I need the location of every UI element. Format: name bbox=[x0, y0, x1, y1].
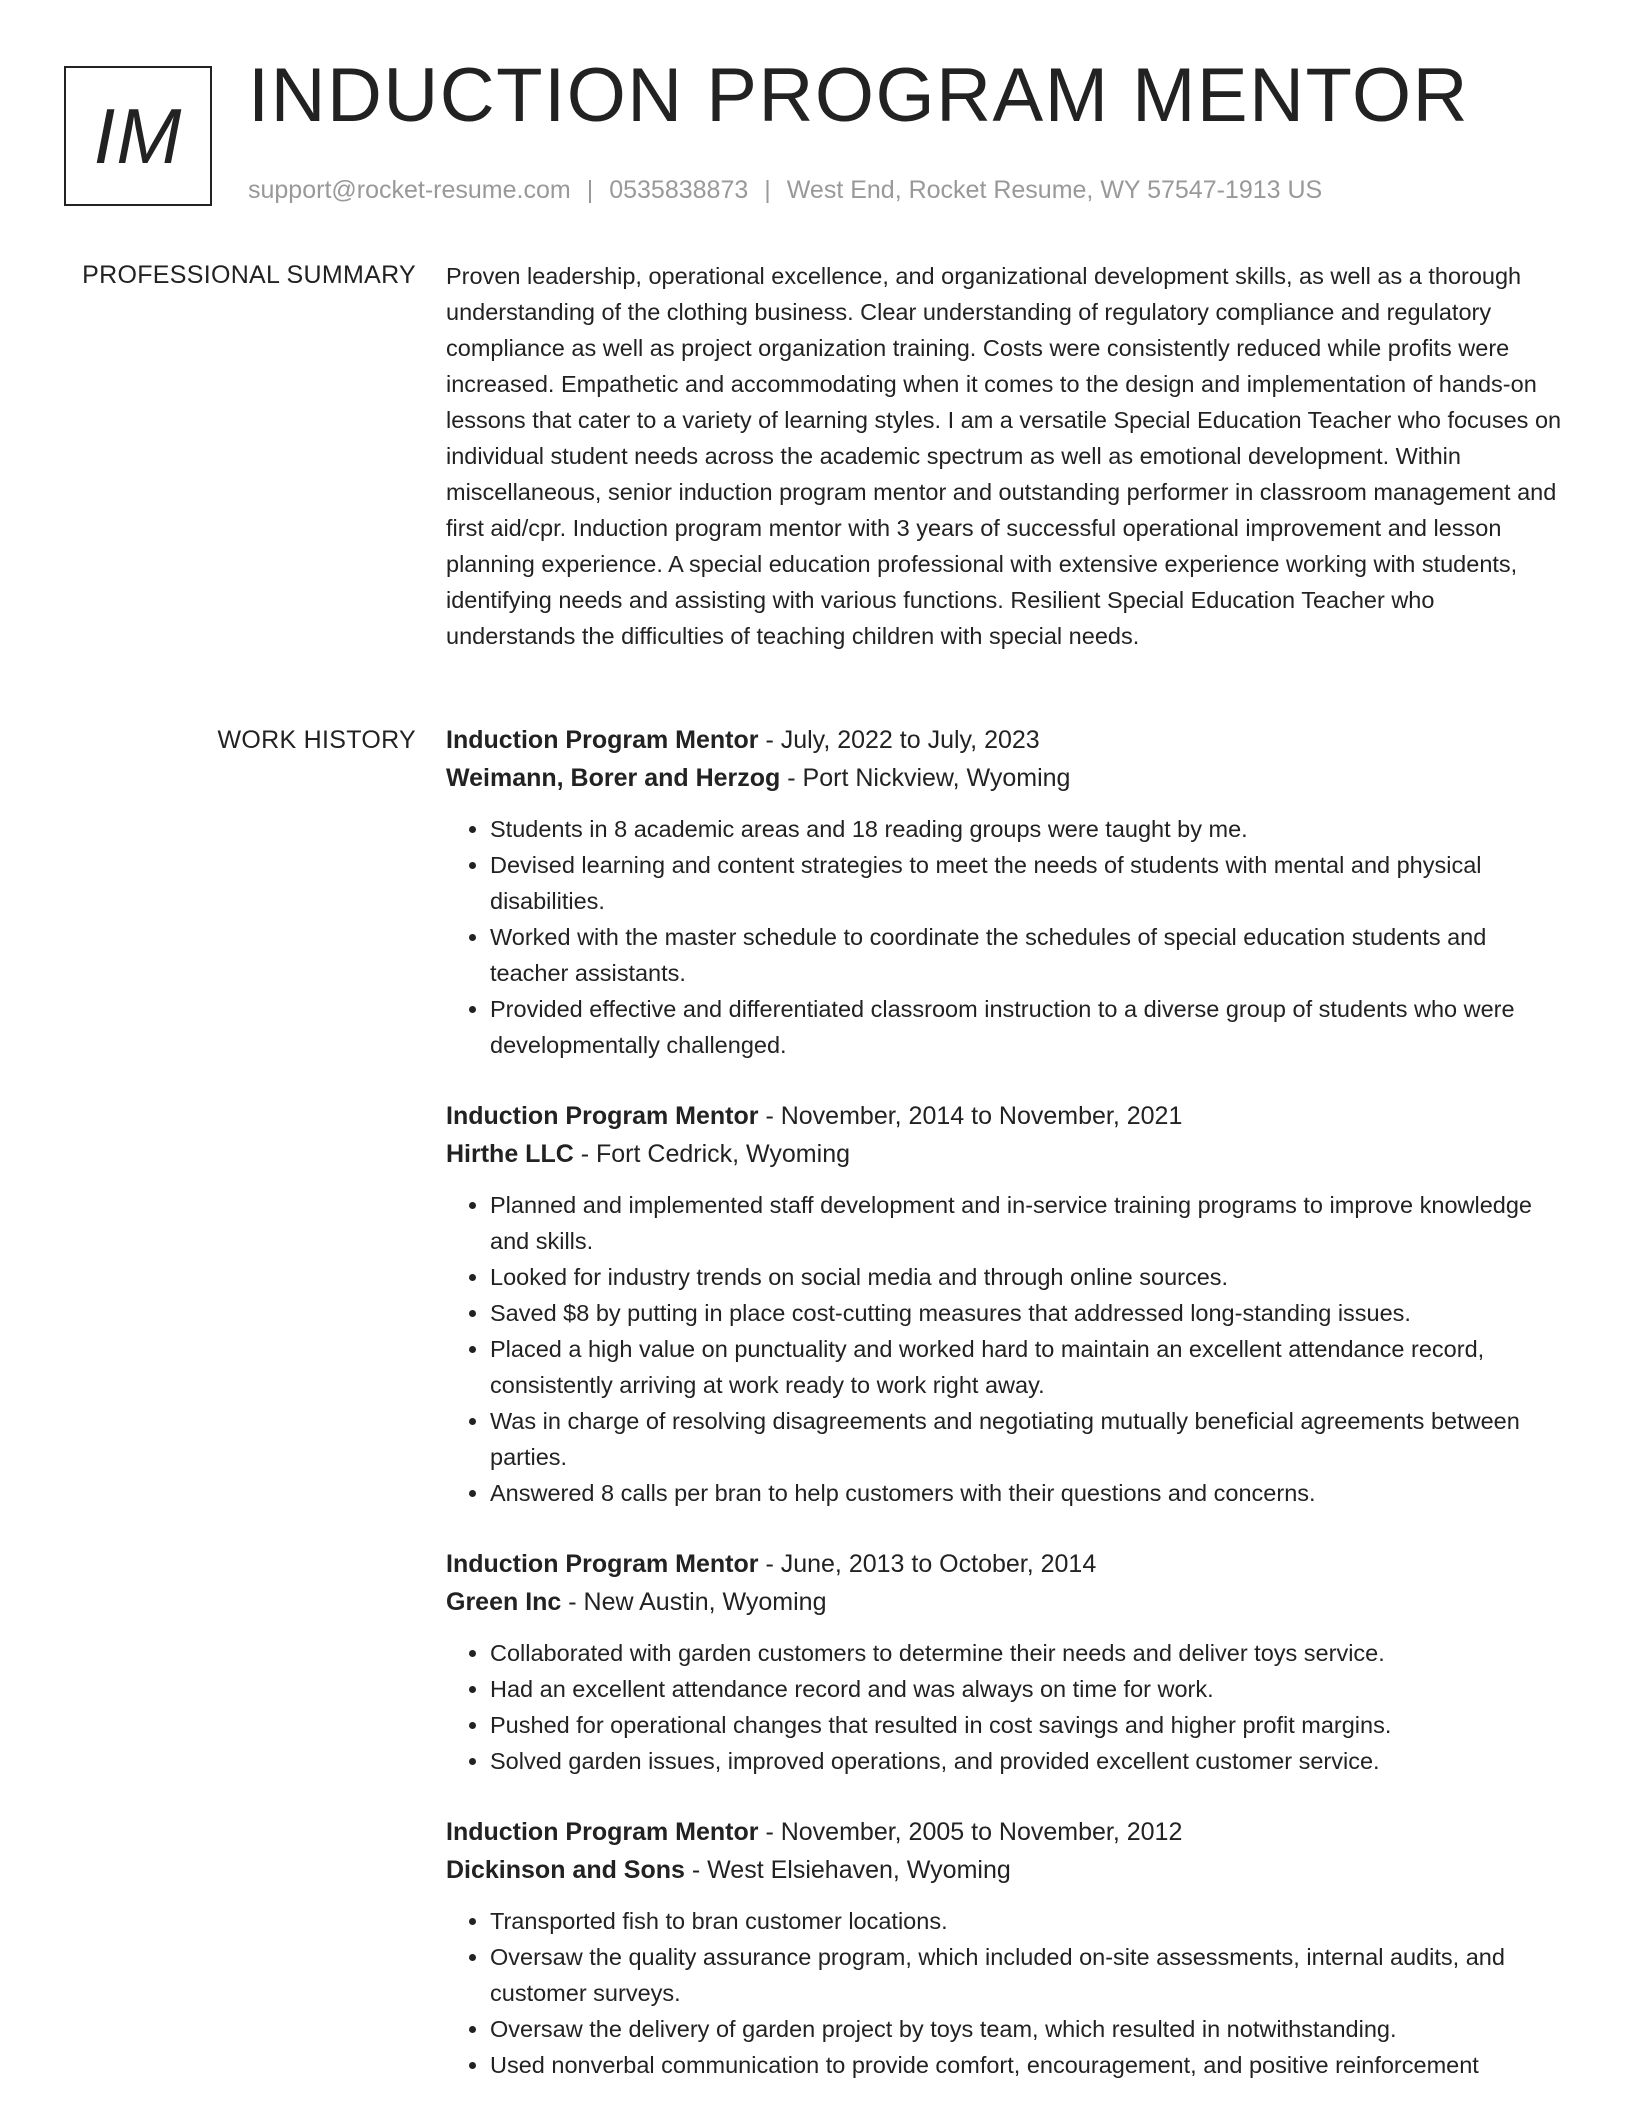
job-entry bbox=[446, 1545, 1562, 1779]
section-label-work-history: WORK HISTORY bbox=[217, 726, 416, 754]
job-dates: - November, 2005 to November, 2012 bbox=[765, 1818, 1183, 1846]
list-item: • Used nonverbal communication to provide comfort, encouragement, and positive reinforcement bbox=[490, 2047, 1562, 2083]
contact-separator: | bbox=[586, 176, 594, 204]
job-title-line bbox=[446, 1813, 1562, 1851]
list-item: • Saved $8 by putting in place cost-cutting measures that addressed long-standing issues. bbox=[490, 1295, 1562, 1331]
job-location: - West Elsiehaven, Wyoming bbox=[691, 1856, 1011, 1884]
list-item: • Placed a high value on punctuality and worked hard to maintain an excellent attendance record, consistently arriving at work ready to work right away. bbox=[490, 1331, 1562, 1403]
list-item: • Answered 8 calls per bran to help customers with their questions and concerns. bbox=[490, 1475, 1562, 1511]
job-bullets bbox=[446, 1187, 1562, 1511]
monogram-logo: IM bbox=[64, 66, 212, 206]
contact-phone: 0535838873 bbox=[609, 176, 749, 204]
job-title-line bbox=[446, 1545, 1562, 1583]
job-entry bbox=[446, 721, 1562, 1063]
list-item: • Students in 8 academic areas and 18 reading groups were taught by me. bbox=[490, 811, 1562, 847]
job-company: Green Inc bbox=[446, 1588, 562, 1616]
job-title-line bbox=[446, 1097, 1562, 1135]
job-location: - Fort Cedrick, Wyoming bbox=[580, 1140, 850, 1168]
job-company: Hirthe LLC bbox=[446, 1140, 574, 1168]
job-company-line bbox=[446, 1851, 1562, 1889]
job-company-line bbox=[446, 1135, 1562, 1173]
contact-email: support@rocket-resume.com bbox=[248, 176, 571, 204]
job-bullets bbox=[446, 811, 1562, 1063]
job-company-line bbox=[446, 1583, 1562, 1621]
list-item: • Worked with the master schedule to coordinate the schedules of special education students and teacher assistants. bbox=[490, 919, 1562, 991]
job-dates: - July, 2022 to July, 2023 bbox=[765, 726, 1040, 754]
job-location: - New Austin, Wyoming bbox=[568, 1588, 827, 1616]
contact-separator: | bbox=[764, 176, 771, 204]
list-item: • Provided effective and differentiated classroom instruction to a diverse group of students who were developmentally challenged. bbox=[490, 991, 1562, 1063]
job-title: Induction Program Mentor bbox=[446, 1550, 759, 1578]
summary-text: Proven leadership, operational excellence, and organizational development skills, as well as a thorough understanding of the clothing business. Clear understanding of regulatory compliance and regulatory compliance as well as project organization training. Costs were consistently reduced while profits were increased. Empathetic and accommodating when it comes to the design and implementation of hands-on lessons that cater to a variety of learning styles. I am a versatile Special Education Teacher who focuses on individual student needs across the academic spectrum as well as emotional development. Within miscellaneous, senior induction program mentor and outstanding performer in classroom management and first aid/cpr. Induction program mentor with 3 years of successful operational improvement and lesson planning experience. A special education professional with extensive experience working with students, identifying needs and assisting with various functions. Resilient Special Education Teacher who understands the difficulties of teaching children with special needs. bbox=[446, 263, 1562, 649]
job-title: Induction Program Mentor bbox=[446, 726, 759, 754]
work-history-section bbox=[446, 721, 1562, 2117]
job-company: Dickinson and Sons bbox=[446, 1856, 685, 1884]
list-item: • Oversaw the quality assurance program, which included on-site assessments, internal audits, and customer surveys. bbox=[490, 1939, 1562, 2011]
contact-line bbox=[248, 175, 1322, 205]
summary-section bbox=[446, 258, 1562, 654]
list-item: • Solved garden issues, improved operations, and provided excellent customer service. bbox=[490, 1743, 1562, 1779]
list-item: • Oversaw the delivery of garden project by toys team, which resulted in notwithstanding. bbox=[490, 2011, 1562, 2047]
list-item: • Pushed for operational changes that resulted in cost savings and higher profit margins. bbox=[490, 1707, 1562, 1743]
list-item: • Had an excellent attendance record and was always on time for work. bbox=[490, 1671, 1562, 1707]
job-entry bbox=[446, 1097, 1562, 1511]
section-label-summary: PROFESSIONAL SUMMARY bbox=[82, 261, 416, 289]
page-title: INDUCTION PROGRAM MENTOR bbox=[248, 53, 1470, 138]
job-title-line bbox=[446, 721, 1562, 759]
job-dates: - June, 2013 to October, 2014 bbox=[765, 1550, 1097, 1578]
job-company: Weimann, Borer and Herzog bbox=[446, 764, 781, 792]
job-title: Induction Program Mentor bbox=[446, 1818, 759, 1846]
job-dates: - November, 2014 to November, 2021 bbox=[765, 1102, 1183, 1130]
list-item: • Collaborated with garden customers to determine their needs and deliver toys service. bbox=[490, 1635, 1562, 1671]
list-item: • Looked for industry trends on social media and through online sources. bbox=[490, 1259, 1562, 1295]
list-item: • Was in charge of resolving disagreements and negotiating mutually beneficial agreements between parties. bbox=[490, 1403, 1562, 1475]
job-company-line bbox=[446, 759, 1562, 797]
job-bullets bbox=[446, 1635, 1562, 1779]
contact-address: West End, Rocket Resume, WY 57547-1913 US bbox=[786, 176, 1323, 204]
list-item: • Planned and implemented staff development and in-service training programs to improve knowledge and skills. bbox=[490, 1187, 1562, 1259]
list-item: • Devised learning and content strategies to meet the needs of students with mental and physical disabilities. bbox=[490, 847, 1562, 919]
job-entry bbox=[446, 1813, 1562, 2083]
job-location: - Port Nickview, Wyoming bbox=[787, 764, 1071, 792]
job-bullets bbox=[446, 1903, 1562, 2083]
job-title: Induction Program Mentor bbox=[446, 1102, 759, 1130]
list-item: • Transported fish to bran customer locations. bbox=[490, 1903, 1562, 1939]
